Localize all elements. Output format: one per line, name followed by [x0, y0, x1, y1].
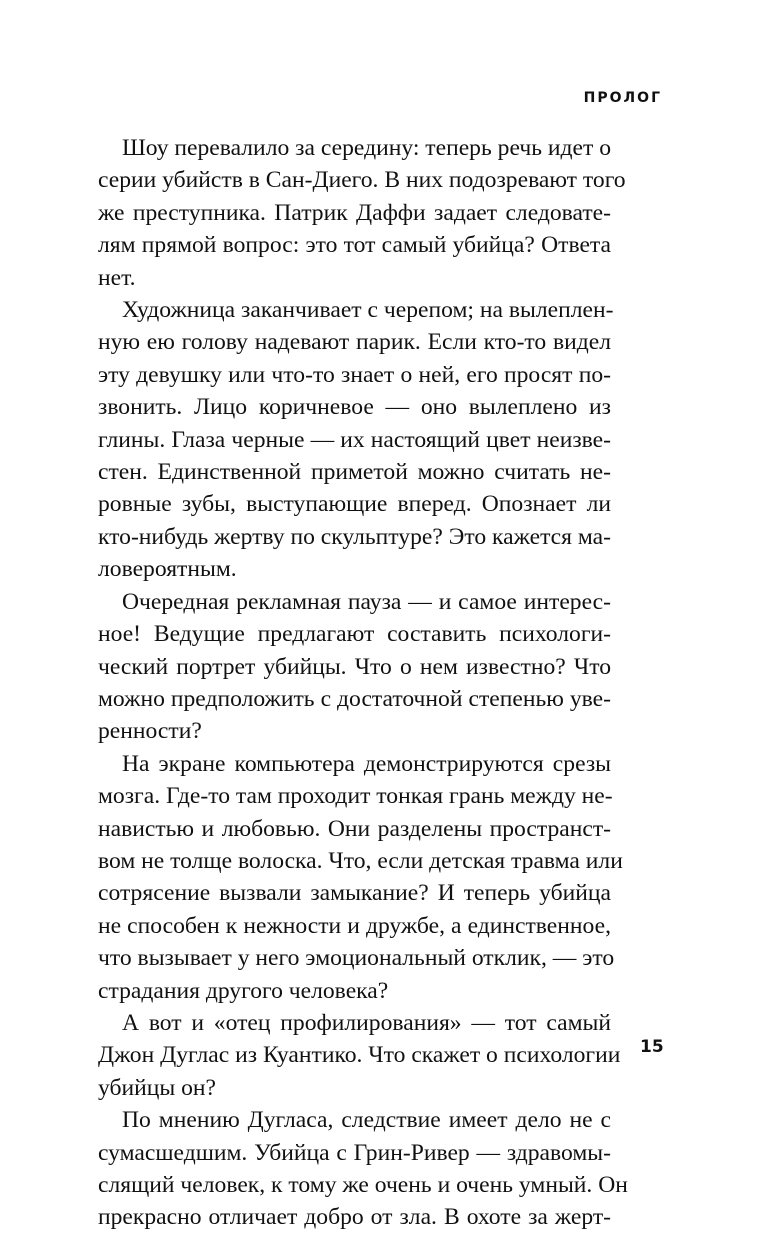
- text-line: можно предположить с достаточной степенью уве-: [98, 685, 611, 712]
- text-line: убийцы он?: [98, 1074, 217, 1101]
- text-line: ренности?: [98, 718, 202, 745]
- text-line: слящий человек, к тому же очень и очень умный. Он: [98, 1172, 628, 1198]
- text-line: На экране компьютера демонстрируются срезы: [122, 750, 611, 777]
- body-text: [98, 132, 628, 1234]
- text-line: не способен к нежности и дружбе, а единственное,: [98, 912, 611, 939]
- text-line: Художница заканчивает с черепом; на вылеплен-: [122, 297, 614, 324]
- text-line: ловероятным.: [98, 556, 237, 583]
- text-line: вом не толще волоска. Что, если детская травма или: [98, 847, 623, 874]
- text-line: страдания другого человека?: [98, 977, 389, 1004]
- page-number: 15: [640, 1037, 664, 1057]
- text-line: Джон Дуглас из Куантико. Что скажет о психологии: [98, 1042, 621, 1069]
- text-line: звонить. Лицо коричневое — оно вылеплено из: [98, 394, 611, 421]
- text-line: мозга. Где-то там проходит тонкая грань между не-: [98, 783, 613, 810]
- text-line: эту девушку или что-то знает о ней, его просят по-: [98, 361, 611, 388]
- text-line: что вызывает у него эмоциональный отклик, — это: [98, 945, 615, 972]
- text-line: ровные зубы, выступающие вперед. Опознает ли: [98, 491, 611, 518]
- text-line: нет.: [98, 264, 136, 291]
- text-line: ную ею голову надевают парик. Если кто-то видел: [98, 329, 611, 356]
- text-line: глины. Глаза черные — их настоящий цвет неизве-: [98, 426, 611, 453]
- text-line: стен. Единственной приметой можно считать не-: [98, 459, 611, 486]
- text-line: По мнению Дугласа, следствие имеет дело не с: [122, 1107, 611, 1134]
- text-line: Шоу перевалило за середину: теперь речь идет о: [122, 135, 611, 161]
- text-line: сумасшедшим. Убийца с Грин-Ривер — здравомы-: [98, 1139, 611, 1166]
- text-line: ческий портрет убийцы. Что о нем известно? Что: [98, 653, 611, 680]
- text-line: серии убийств в Сан-Диего. В них подозревают того: [98, 167, 626, 194]
- text-line: прекрасно отличает добро от зла. В охоте за жерт-: [98, 1204, 611, 1231]
- text-line: кто-нибудь жертву по скульптуре? Это кажется ма-: [98, 523, 611, 550]
- text-line: А вот и «отец профилирования» — тот самый: [122, 1009, 611, 1036]
- text-line: ное! Ведущие предлагают составить психологи-: [98, 621, 611, 648]
- text-line: же преступника. Патрик Даффи задает следовате-: [98, 199, 611, 226]
- text-line: сотрясение вызвали замыкание? И теперь убийца: [98, 880, 611, 907]
- text-line: Очередная рекламная пауза — и самое интерес-: [122, 588, 611, 615]
- text-line: лям прямой вопрос: это тот самый убийца? Ответа: [98, 232, 611, 259]
- running-header: ПРОЛОГ: [583, 90, 662, 106]
- text-line: навистью и любовью. Они разделены пространст-: [98, 815, 611, 842]
